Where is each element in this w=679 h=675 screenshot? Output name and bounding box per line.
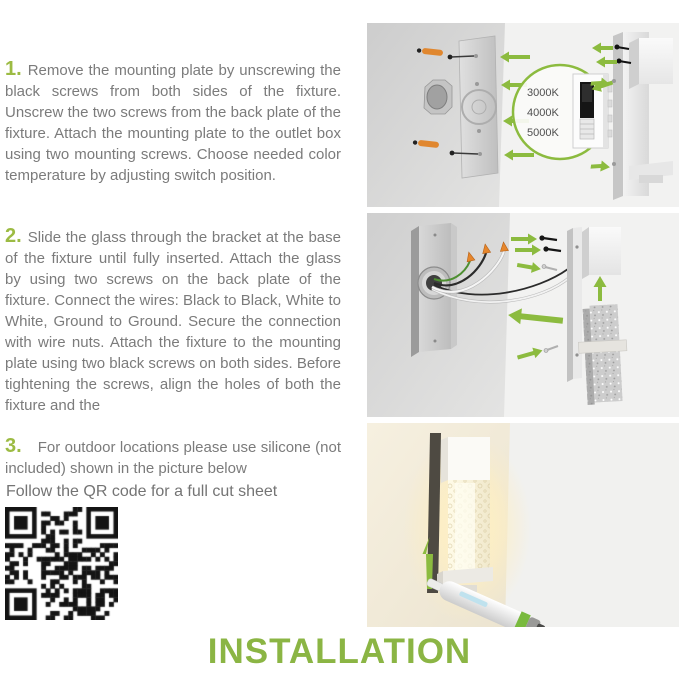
color-temp-callout (513, 65, 612, 159)
junction-box (424, 80, 452, 114)
step-2-illustration (367, 213, 679, 417)
qr-code (5, 507, 118, 620)
color-temp-3000k: 3000K (527, 87, 559, 99)
step-3-illustration (367, 423, 679, 627)
step-1-number: 1. (5, 58, 22, 80)
installed-fixture (427, 433, 493, 593)
step-2-text (5, 226, 341, 416)
step-1-illustration (367, 23, 679, 207)
mounting-plate (459, 36, 498, 178)
step-1-text (5, 59, 341, 186)
step-1-body: Remove the mounting plate by unscrewing the black screws from both sides of the fixture. Unscrew the two screws from the back plate of the fixture. Attach the mounting plate to the outlet box using two mounting screws. Choose needed color temperature by adjusting switch position. (5, 62, 341, 184)
page-title: INSTALLATION (207, 632, 472, 671)
side-screw-icon (612, 79, 616, 83)
step-3-text (5, 436, 341, 479)
color-temp-4000k: 4000K (527, 107, 559, 119)
step-3-body: For outdoor locations please use silicone (not included) shown in the picture below (5, 439, 341, 477)
color-temp-5000k: 5000K (527, 127, 559, 139)
step-3-number: 3. (5, 435, 22, 457)
step-2-number: 2. (5, 225, 22, 247)
side-screw-icon (612, 162, 616, 166)
step-2-body: Slide the glass through the bracket at the base of the fixture until fully inserted. Attach the glass by using two screws on the back plate of the fixture. Connect the wires: Black to Black, White to White, Ground to Ground. Secure the connection with wire nuts. Attach the fixture to the mounting plate using two black screws on both sides. Before tightening the screws, align the holes of both the fixture and the (5, 229, 342, 414)
qr-caption: Follow the QR code for a full cut sheet (6, 483, 278, 500)
clamp-band (578, 340, 627, 353)
